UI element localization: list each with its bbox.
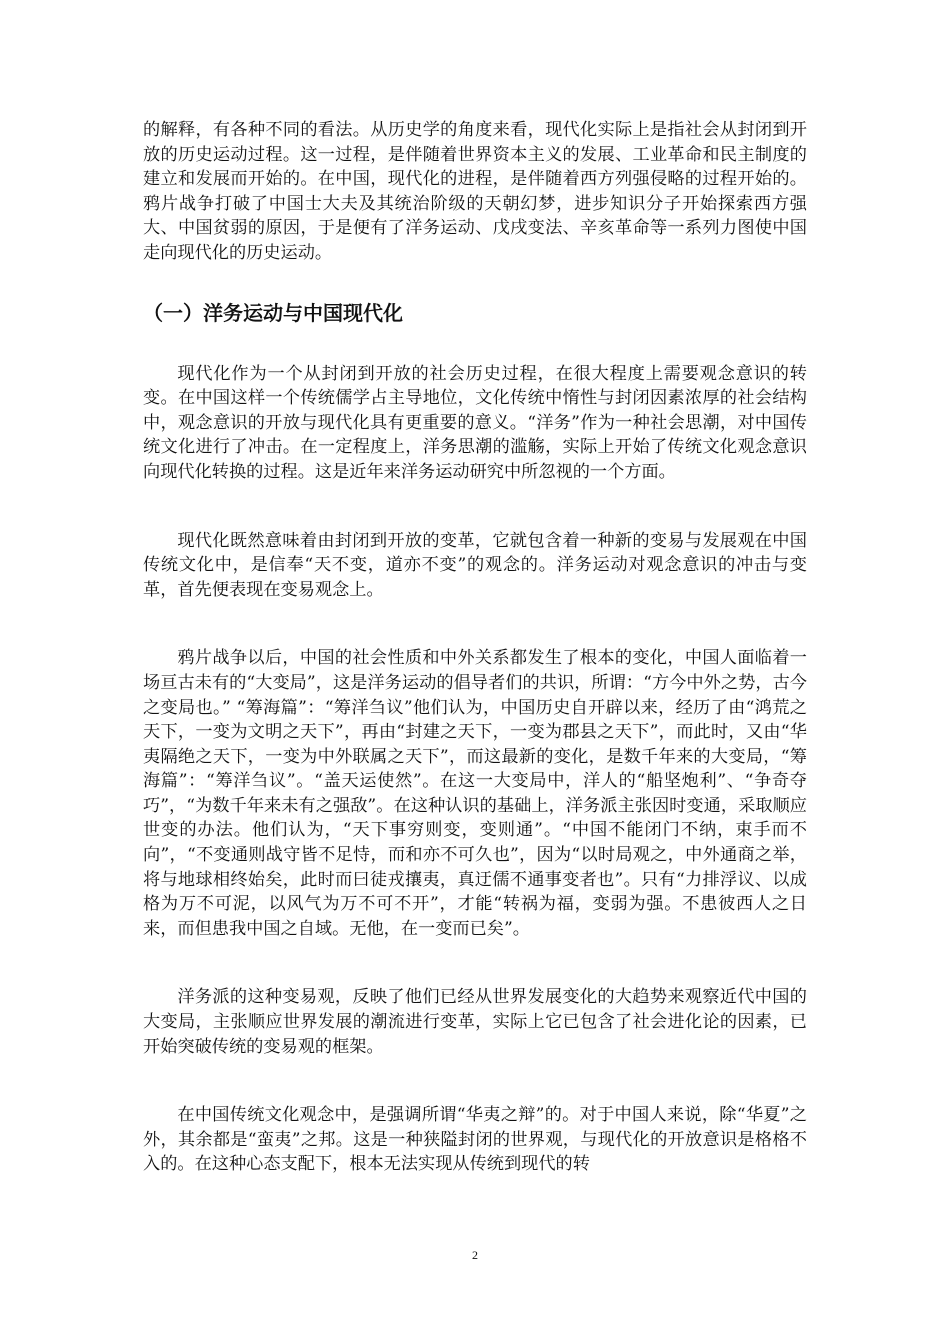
body-paragraph-3: 鸦片战争以后，中国的社会性质和中外关系都发生了根本的变化，中国人面临着一场亘古未有的“大变局”，这是洋务运动的倡导者们的共识，所谓：“方今中外之势，古今之变局也。” “筹海篇”：“筹洋刍议”他们认为，中国历史自开辟以来，经历了由“鸿荒之天下，一变为文明之天下”，再由“封建之天下，一变为郡县之天下”，而此时，又由“华夷隔绝之天下，一变为中外联属之天下”，而这最新的变化，是数千年来的大变局，“筹海篇”：“筹洋刍议”。“盖天运使然”。在这一大变局中，洋人的“船坚炮利”、“争奇夺巧”，“为数千年来未有之强敌”。在这种认识的基础上，洋务派主张因时变通，采取顺应世变的办法。他们认为，“天下事穷则变，变则通”。“中国不能闭门不纳，束手而不向”，“不变通则战守皆不足恃，而和亦不可久也”，因为“以时局观之，中外通商之举，将与地球相终始矣，此时而曰徒戎攘夷，真迂儒不通事变者也”。只有“力排浮议、以成格为万不可泥，以风气为万不可不开”，才能“转祸为福，变弱为强。不患彼西人之日来，而但患我中国之自域。无他，在一变而已矣”。 xyxy=(143,648,807,939)
body-paragraph-5: 在中国传统文化观念中，是强调所谓“华夷之辩”的。对于中国人来说，除“华夏”之外，其余都是“蛮夷”之邦。这是一种狭隘封闭的世界观，与现代化的开放意识是格格不入的。在这种心态支配下，根本无法实现从传统到现代的转 xyxy=(143,1105,807,1175)
intro-paragraph: 的解释，有各种不同的看法。从历史学的角度来看，现代化实际上是指社会从封闭到开放的历史运动过程。这一过程，是伴随着世界资本主义的发展、工业革命和民主制度的建立和发展而开始的。在中国，现代化的进程，是伴随着西方列强侵略的过程开始的。鸦片战争打破了中国士大夫及其统治阶级的天朝幻梦，进步知识分子开始探索西方强大、中国贫弱的原因，于是便有了洋务运动、戊戌变法、辛亥革命等一系列力图使中国走向现代化的历史运动。 xyxy=(143,120,807,263)
page-content xyxy=(143,118,807,1177)
body-paragraph-2: 现代化既然意味着由封闭到开放的变革，它就包含着一种新的变易与发展观在中国传统文化中，是信奉“天不变，道亦不变”的观念的。洋务运动对观念意识的冲击与变革，首先便表现在变易观念上。 xyxy=(143,530,807,600)
section-heading: （一）洋务运动与中国现代化 xyxy=(143,300,403,325)
page-number: 2 xyxy=(472,1248,478,1262)
body-paragraph-4: 洋务派的这种变易观，反映了他们已经从世界发展变化的大趋势来观察近代中国的大变局，主张顺应世界发展的潮流进行变革，实际上它已包含了社会进化论的因素，已开始突破传统的变易观的框架。 xyxy=(143,987,807,1057)
body-paragraph-1: 现代化作为一个从封闭到开放的社会历史过程，在很大程度上需要观念意识的转变。在中国这样一个传统儒学占主导地位，文化传统中惰性与封闭因素浓厚的社会结构中，观念意识的开放与现代化具有更重要的意义。“洋务”作为一种社会思潮，对中国传统文化进行了冲击。在一定程度上，洋务思潮的滥觞，实际上开始了传统文化观念意识向现代化转换的过程。这是近年来洋务运动研究中所忽视的一个方面。 xyxy=(143,363,807,482)
